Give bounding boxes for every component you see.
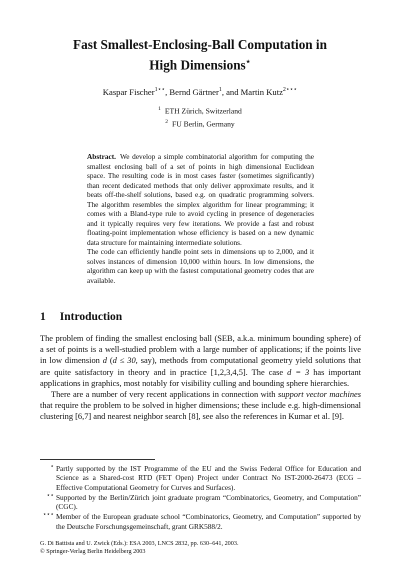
affiliations: [40, 104, 360, 130]
author-2-mark: 1: [218, 87, 222, 93]
author-1-name: Kaspar Fischer: [102, 86, 155, 97]
abstract-text-1: We develop a simple combinatorial algorithm for computing the smallest enclosing ball of a set of points in high dimensional Euclidean space. The resulting code is in most cases faster (sometimes significantly) than recent dedicated methods that only deliver approximate results, and it beats off-the-shelf solutions, based e.g. on quadratic programming solvers. The algorithm resembles the simplex algorithm for linear programming; it comes with a Bland-type rule to avoid cycling in presence of degeneracies and it typically requires very few iterations. We provide a fast and robust floating-point implementation whose efficiency is based on a new dynamic data structure for maintaining intermediate solutions.: [87, 152, 314, 247]
footnote-1-mark: ⋆: [50, 464, 54, 470]
author-3-name: , and Martin Kutz: [221, 86, 283, 97]
title-line-2: [40, 53, 360, 73]
body-text: [40, 333, 361, 423]
footnote-rule: [40, 459, 155, 460]
body-p1-c: , say), methods from computational geometry yield solutions that are quite satisfactory in theory and in practice [1,2,3,4,5]. The case: [40, 356, 361, 377]
affiliation-2: [40, 117, 360, 130]
colophon: [40, 540, 361, 556]
body-paragraph-1: [40, 333, 361, 389]
footnote-3-mark: ⋆⋆⋆: [42, 512, 54, 519]
body-p1-e: has important applications in graphics, most notably for visibility culling and bounding sphere hierarchies.: [40, 367, 361, 388]
affiliation-2-text: FU Berlin, Germany: [172, 119, 235, 129]
footnote-1-text: Partly supported by the IST Programme of the EU and the Swiss Federal Office for Education and Science as a Shared-cost RTD (FET Open) Project under Contract No IST-2000-26473 (ECG – Effective Computational Geometry for Curves and Surfaces).: [56, 464, 361, 492]
body-p2-em: support vector machines: [277, 390, 361, 400]
title-line-1: Fast Smallest-Enclosing-Ball Computation in: [73, 37, 327, 52]
body-p1-d: d: [102, 356, 107, 366]
footnote-2-mark: ⋆⋆: [46, 492, 54, 499]
body-p1-eq: d = 3: [287, 367, 310, 377]
body-paragraph-2: [40, 389, 361, 423]
abstract-label: Abstract.: [87, 152, 116, 161]
affiliation-1-text: ETH Zürich, Switzerland: [164, 106, 242, 116]
author-1-mark: 1⋆⋆: [154, 87, 166, 93]
title-line-2-text: High Dimensions: [149, 57, 246, 73]
body-p2-a: There are a number of very recent applications in connection with: [51, 390, 278, 400]
author-2-name: , Bernd Gärtner: [165, 86, 219, 97]
section-number: 1: [40, 311, 46, 323]
affiliation-2-mark: 2: [165, 119, 169, 126]
body-p2-b: that require the problem to be solved in higher dimensions; these include e.g. high-dimensional clustering [6,7] and nearest neighbor search [8], see also the references in Kumar et al. [9].: [40, 401, 361, 422]
colophon-copyright: © Springer-Verlag Berlin Heidelberg 2003: [40, 548, 146, 555]
title-footnote-mark: ⋆: [245, 57, 251, 66]
paper-title: [40, 36, 360, 73]
section-heading: [40, 311, 122, 323]
abstract-paragraph-1: [87, 152, 314, 247]
footnote-2-text: Supported by the Berlin/Zürich joint graduate program “Combinatorics, Geometry, and Computation” (CGC).: [56, 492, 361, 512]
affiliation-1: [40, 104, 360, 117]
abstract-paragraph-2: The code can efficiently handle point sets in dimensions up to 2,000, and it solves instances of dimension 10,000 within hours. In low dimensions, the algorithm can keep up with the fastest computational geometry codes that are available.: [87, 247, 314, 285]
section-title: Introduction: [59, 311, 123, 323]
affiliation-1-mark: 1: [158, 106, 161, 112]
body-p1-b: (: [106, 356, 113, 366]
footnotes: [40, 464, 361, 532]
footnote-1: [40, 464, 361, 492]
abstract: [87, 152, 314, 285]
body-p1-cond: d ≤ 30: [112, 356, 136, 366]
colophon-citation: G. Di Battista and U. Zwick (Eds.): ESA 2003, LNCS 2832, pp. 630–641, 2003.: [40, 540, 239, 547]
footnote-3: [40, 512, 361, 531]
author-3-mark: 2⋆⋆⋆: [282, 87, 298, 93]
footnote-2: [40, 493, 361, 512]
author-list: [40, 86, 360, 97]
footnote-3-text: Member of the European graduate school “Combinatorics, Geometry, and Computation” supported by the Deutsche Forschungsgemeinschaft, grant GRK588/2.: [56, 512, 361, 531]
body-p1-a: The problem of finding the smallest enclosing ball (SEB, a.k.a. minimum bounding sphere) of a set of points is a well-studied problem with a large number of applications; if the points live in low dimension: [40, 334, 361, 366]
